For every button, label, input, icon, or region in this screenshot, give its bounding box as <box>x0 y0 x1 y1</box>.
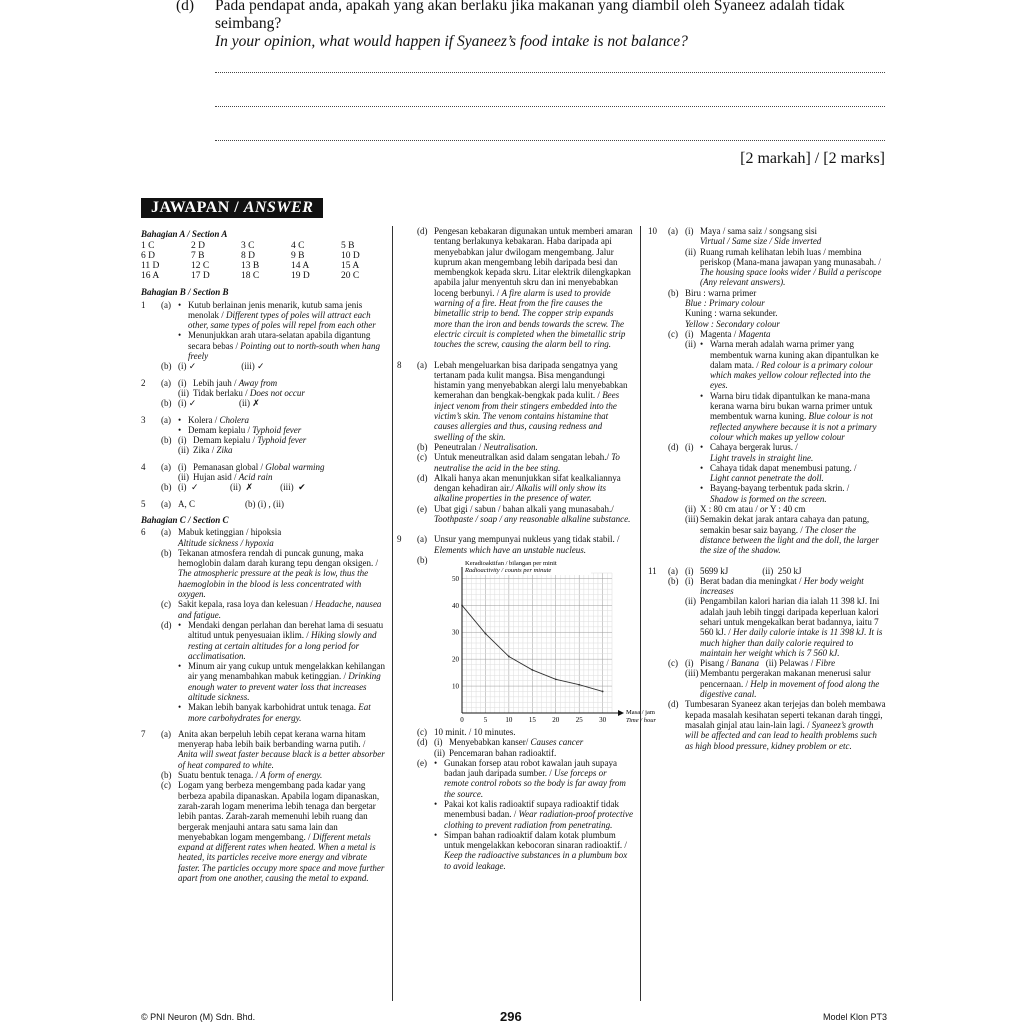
answer-text: Unsur yang mempunyai nukleus yang tidak stabil. / <box>434 534 620 545</box>
answer-column-3 <box>648 226 886 751</box>
mcq-answer: 3 C <box>241 241 255 252</box>
answer-text: Tekanan atmosfera rendah di puncak gunung, maka hemoglobin dalam darah kurang tepu dengan oksigen. / <box>178 547 378 569</box>
answer-text-en: Syaneez’s growth will be affected and can lead to health problems such as high blood pressure, kidney problem or etc. <box>685 719 877 751</box>
marks-label: [2 markah] / [2 marks] <box>740 150 885 167</box>
answer-q3: 3 (a) • Kolera / Cholera • Demam kepialu / Typhoid fever (b) (i) Demam kepialu / Typhoid fever (ii) Zika / Zika <box>141 415 385 456</box>
answer-text-en: Banana <box>731 658 760 669</box>
data-point <box>485 633 487 635</box>
answer-text-en: Pointing out to north-south when hang freely <box>188 340 380 362</box>
answer-text: 10 minit. / 10 minutes. <box>434 726 516 737</box>
answer-text-en: Altitude sickness / hypoxia <box>178 537 274 548</box>
chart-title: Keradioaktifan / bilangan per minit <box>465 559 557 567</box>
answer-text: Mendaki dengan perlahan dan berehat lama di sesuatu altitud untuk penyesuaian iklim. / <box>188 619 384 641</box>
answer-text-en: Typhoid fever <box>252 424 302 435</box>
mcq-answer: 9 B <box>291 251 305 262</box>
answer-header-english: ANSWER <box>243 199 314 216</box>
mcq-answer: 18 C <box>241 271 260 282</box>
answer-text-en: Hiking slowly and resting at certain altitudes for a long period for acclimatisation. <box>188 630 377 661</box>
section-c-title: Bahagian C / Section C <box>141 514 229 525</box>
answer-text: X : 80 cm atau / <box>700 504 758 515</box>
answer-text: Y : 40 cm <box>769 504 806 515</box>
answer-text: Lebih jauh / <box>193 377 237 388</box>
answer-text: Pakai kot kalis radioaktif supaya radioaktif tidak menembusi badan. / <box>444 798 619 820</box>
answer-text-en: Acid rain <box>238 472 273 483</box>
answer-q8: 8 (a) Lebah mengeluarkan bisa daripada sengatnya yang tertanam pada kulit mangsa. Bisa mengandungi histamin yang menyebabkan alergi lalu menyebabkan kemerahan dan bengkak-bengkak pada kulit. / Bees inject venom from their stingers embedded into the victim’s skin. The venom contains histamine that causes allergies and thus, causing redness and swelling of the skin. (b) Peneutralan / Neutralisation. (c) Untuk meneutralkan asid dalam sengatan lebah./ To neutralise the acid in the bee sting. (d) Alkali hanya akan menunjukkan sifat kealkaliannya dengan kehadiran air./ Alkalis will only show its alkaline properties in the presence of water. (e) Ubat gigi / sabun / bahan alkali yang munasabah./ Toothpaste / soap / any reasonable alkaline substance. <box>397 359 631 525</box>
answer-q4: 4 (a) (i) Pemanasan global / Global warming (ii) Hujan asid / Acid rain (b) (i) ✓ (ii) ✗ (iii) ✔ <box>141 461 325 493</box>
mcq-answer: 12 C <box>191 261 210 272</box>
answer-text-en: Does not occur <box>249 387 305 398</box>
answer-text: Menunjukkan arah utara-selatan apabila digantung secara bebas / <box>188 330 371 351</box>
answer-text-en: Her body weight increases <box>700 575 864 597</box>
y-tick-label: 10 <box>452 682 459 691</box>
answer-line <box>215 72 885 73</box>
answer-text-en: Light travels in straight line. <box>710 452 814 463</box>
answer-text-en: Anita will sweat faster because black is a better absorber of heat compared to white. <box>178 749 385 770</box>
x-tick-label: 30 <box>599 715 607 724</box>
question-label: (d) <box>176 0 195 14</box>
mcq-answer: 4 C <box>291 241 305 252</box>
x-tick-label: 15 <box>528 715 536 724</box>
mcq-answer: 1 C <box>141 241 155 252</box>
answer-q10: 10 (a) (i) Maya / sama saiz / songsang sisi Virtual / Same size / Side inverted (ii) Ruang rumah kelihatan lebih luas / membina periskop (Mana-mana jawapan yang munasabah. / The housing space looks wider / Build a periscope (Any relevant answers). (b) Biru : warna primer Blue : Primary colour Kuning : warna sekunder. Yellow : Secondary colour (c) (i) Magenta / Magenta (ii) • Warna merah adalah warna primer yang membentuk warna kuning akan dipantulkan ke dalam mata. / Red colour is a primary colour which makes yellow colour reflected into the eyes. • Warna biru tidak dipantulkan ke mana-mana kerana warna biru bukan warna primer untuk membentuk warna kuning. Blue colour is not reflected anywhere because it is not a primary colour which makes up yellow colour (d) (i) • Cahaya bergerak lurus. / Light travels in straight line. • Cahaya tidak dapat menembusi patung. / Light cannot penetrate the doll. • Bayang-bayang terbentuk pada skrin. / Shadow is formed on the screen. (ii) X : 80 cm atau / or Y : 40 cm (iii) Semakin dekat jarak antara cahaya dan patung, semakin besar saiz bayang. / The closer the distance between the light and the doll, the larger the size of the shadow. <box>648 226 886 556</box>
data-point <box>578 684 580 686</box>
answer-q7: 7 (a) Anita akan berpeluh lebih cepat kerana warna hitam menyerap haba lebih baik berbanding warna putih. / Anita will sweat faster because black is a better absorber of heat compared to white. (b) Suatu bentuk tenaga. / A form of energy. (c) Logam yang berbeza mengembang pada kadar yang berbeza apabila dipanaskan. Apabila logam dipanaskan, zarah-zarah logam menerima lebih tenaga dan bergetar lebih pantas. Zarah-zarah memenuhi lebih ruang dan bergerak menjauhi antara satu sama lain dan menyebabkan logam mengembang. / Different metals expand at different rates when heated. When a metal is heated, its particles receive more energy and vibrate faster. The particles occupy more space and move further apart from one another, causing the metal to expand. <box>141 728 385 884</box>
answer-text-en: Causes cancer <box>530 737 584 748</box>
mcq-answer: 14 A <box>291 261 310 272</box>
y-tick-label: 50 <box>452 574 459 583</box>
answer-text: 5699 kJ <box>700 565 729 576</box>
answer-text-en: Fibre <box>815 658 836 669</box>
answer-text: Warna merah adalah warna primer yang membentuk warna kuning akan dipantulkan ke dalam mata. / <box>710 339 879 370</box>
mcq-answer: 7 B <box>191 251 205 262</box>
answer-text: Berat badan dia meningkat / <box>700 575 802 586</box>
answer-text-en: The closer the distance between the light and the doll, the larger the size of the shadow. <box>700 524 879 556</box>
answer-text-en: Magenta <box>738 328 771 339</box>
answer-text-en: Drinking enough water to prevent water loss that increases altitude sickness. <box>188 671 381 702</box>
mcq-answer: 15 A <box>341 261 360 272</box>
answer-text-en: To neutralise the acid in the bee sting. <box>434 452 620 473</box>
answer-text: Sakit kepala, rasa loya dan kelesuan / <box>178 599 313 610</box>
answer-text: Pelawas / <box>779 658 814 669</box>
mcq-answer-grid <box>141 241 385 281</box>
answer-q2: 2 (a) (i) Lebih jauh / Away from (ii) Tidak berlaku / Does not occur (b) (i) ✓ (ii) ✗ <box>141 377 305 409</box>
answer-text-en: Different metals expand at different rates when heated. When a metal is heated, its particles receive more energy and vibrate faster. The particles occupy more space and move further apart from one another, causing the metal to expand. <box>178 831 385 884</box>
answer-text-en: Bees inject venom from their stingers embedded into the victim’s skin. The venom contains histamine that causes allergies and thus, causing redness and swelling of the skin. <box>434 390 620 442</box>
answer-text-en: Wear radiation-proof protective clothing to prevent radiation from penetrating. <box>444 809 633 830</box>
answer-text: Pengambilan kalori harian dia ialah 11 398 kJ. Ini adalah jauh lebih tinggi daripada keperluan kalori sehari untuk mengekalkan berat badannya, iaitu 7 560 kJ. / <box>700 596 880 638</box>
answer-text: Cahaya tidak dapat menembusi patung. / <box>710 462 857 473</box>
answer-q5: 5 (a) A, C (b) (i) , (ii) <box>141 498 284 509</box>
mcq-answer: 5 B <box>341 241 355 252</box>
answer-text-en: Blue : Primary colour <box>685 298 765 309</box>
answer-text: Magenta / <box>700 328 737 339</box>
answer-text: Gunakan forsep atau robot kawalan jauh supaya badan jauh daripada sumber. / <box>444 757 617 779</box>
answer-text: Menyebabkan kanser/ <box>449 737 529 748</box>
answer-text: Bayang-bayang terbentuk pada skrin. / <box>710 483 850 494</box>
answer-text: Cahaya bergerak lurus. / <box>710 442 798 453</box>
answer-text-en: Shadow is formed on the screen. <box>710 493 827 504</box>
footer-book-title: Model Klon PT3 <box>822 1012 887 1022</box>
answer-column-2 <box>397 226 656 871</box>
answer-text-en: Blue colour is not reflected anywhere because it is not a primary colour which makes up yellow colour <box>710 411 877 442</box>
answer-text: Semakin dekat jarak antara cahaya dan patung, semakin besar saiz bayang. / <box>700 514 870 535</box>
answer-text: (b) (i) , (ii) <box>245 498 284 509</box>
mcq-answer: 13 B <box>241 261 260 272</box>
answer-text-en: Away from <box>238 377 278 388</box>
answer-text: Untuk meneutralkan asid dalam sengatan lebah./ <box>434 452 609 463</box>
answer-text-en: Yellow : Secondary colour <box>685 318 780 329</box>
answer-text: Demam kepialu / <box>188 424 250 435</box>
answer-text-en: Typhoid fever <box>257 435 307 446</box>
answer-text-en: Alkalis will only show its alkaline properties in the presence of water. <box>434 483 606 504</box>
answer-text: Zika / <box>193 445 215 456</box>
x-tick-label: 20 <box>552 715 560 724</box>
answer-text: Logam yang berbeza mengembang pada kadar yang berbeza apabila dipanaskan. Apabila logam dipanaskan, zarah-zarah logam menerima lebih tenaga dan bergetar lebih pantas. Zarah-zarah memenuhi lebih ruang dan bergerak menjauhi antara satu sama lain dan menyebabkan logam mengembang. / <box>178 780 380 842</box>
answer-text-en: Keep the radioactive substances in a plumbum box to avoid leakage. <box>444 850 628 871</box>
answer-text: Maya / sama saiz / songsang sisi <box>700 226 817 236</box>
answer-text-en: Her daily calorie intake is 11 398 kJ. It is much higher than daily calorie required to maintain her weight which is 7 560 kJ. <box>700 627 883 658</box>
answer-text: Kolera / <box>188 414 218 425</box>
answer-text-en: Global warming <box>265 461 325 472</box>
mcq-answer: 16 A <box>141 271 160 282</box>
mcq-answer: 2 D <box>191 241 205 252</box>
answer-text: (i) ✓ (ii) ✗ (iii) ✔ <box>178 482 306 493</box>
section-b-title: Bahagian B / Section B <box>141 287 229 298</box>
answer-text: Alkali hanya akan menunjukkan sifat kealkaliannya dengan kehadiran air./ <box>434 472 621 494</box>
mcq-answer: 6 D <box>141 251 155 262</box>
answer-text: Simpan bahan radioaktif dalam kotak plumbum untuk mengelakkan kebocoran sinaran radioaktif. / <box>444 829 627 851</box>
answer-text: Minum air yang cukup untuk mengelakkan kehilangan air yang menambahkan mabuk ketinggian. / <box>188 661 385 682</box>
answer-text-en: Neutralisation. <box>483 441 538 452</box>
answer-text-en: A fire alarm is used to provide warning of a fire. Heat from the fire causes the bimetallic strip to bend. The copper strip expands more than the iron and bends towards the screw. The electric circuit is completed when the bimetallic strip touches the screw, causing the alarm bell to ring. <box>434 287 626 350</box>
x-tick-label: 10 <box>505 715 513 724</box>
answer-q1: 1 (a) • Kutub berlainan jenis menarik, kutub sama jenis menolak / Different types of poles will attract each other, same types of poles will repel from each other • Menunjukkan arah utara-selatan apabila digantung secara bebas / Pointing out to north-south when hang freely (b) (i) ✓ (iii) ✓ <box>141 300 385 372</box>
answer-text-en: Use forceps or remote control robots so the body is far away from the source. <box>444 768 626 799</box>
answer-text: (i) ✓ (iii) ✓ <box>178 361 265 372</box>
x-tick-label: 5 <box>483 715 488 724</box>
section-a-title: Bahagian A / Section A <box>141 229 228 239</box>
answer-text: Pencemaran bahan radioaktif. <box>449 747 557 758</box>
answer-text-en: Eat more carbohydrates for energy. <box>188 702 371 723</box>
page-number: 296 <box>500 1009 522 1024</box>
answer-text: Mabuk ketinggian / hipoksia <box>178 527 282 538</box>
answer-text-en: Cholera <box>219 414 250 425</box>
answer-text: Ubat gigi / sabun / bahan alkali yang munasabah./ <box>434 503 614 514</box>
answer-q7d: (d) Pengesan kebakaran digunakan untuk memberi amaran tentang berlakunya kebakaran. Haba daripada api menyebabkan jalur dwilogam mengembang. Jalur kuprum akan mengembang lebih daripada besi dan membengkok kepada skru. Litar elektrik dilengkapkan apabila jalur menyentuh skru dan ini menyebabkan loceng berbunyi. / A fire alarm is used to provide warning of a fire. Heat from the fire causes the bimetallic strip to bend. The copper strip expands more than the iron and bends towards the screw. The electric circuit is completed when the bimetallic strip touches the screw, causing the alarm bell to ring. <box>417 226 633 350</box>
answer-line <box>215 140 885 141</box>
answer-text-en: or <box>760 504 769 515</box>
answer-text-en: Red colour is a primary colour which makes yellow colour reflected into the eyes. <box>710 359 873 391</box>
mcq-answer: 11 D <box>141 261 160 272</box>
answer-header <box>141 198 323 218</box>
answer-text: 250 kJ <box>777 565 802 576</box>
data-point <box>508 655 510 657</box>
data-point <box>461 604 463 606</box>
answer-text: Membantu pergerakan makanan menerusi salur pencernaan. / <box>700 668 871 689</box>
answer-text-en: Help in movement of food along the digestive canal. <box>700 678 880 700</box>
answer-text: Kutub berlainan jenis menarik, kutub sama jenis menolak / <box>188 299 363 320</box>
answer-text-en: The atmospheric pressure at the peak is low, thus the haemoglobin in the blood is less concentrated with oxygen. <box>178 568 369 600</box>
answer-text-en: Headache, nausea and fatigue. <box>178 599 382 620</box>
question-text-malay: Pada pendapat anda, apakah yang akan berlaku jika makanan yang diambil oleh Syaneez adalah tidak seimbang? <box>215 0 845 32</box>
answer-line <box>215 106 885 107</box>
mcq-answer: 8 D <box>241 251 255 262</box>
answer-q9: 9 (a) Unsur yang mempunyai nukleus yang tidak stabil. / Elements which have an unstable nucleus. (b) 0 5 10 15 20 25 30 10 20 30 40 50 Keradioaktifan / bilangan per minit Radioactivity / counts per minute Masa / jam Time / hour (c) 10 minit. / 10 minutes. (d) (i) Menyebabkan kanser/ Causes cancer (ii) Pencemaran bahan radioaktif. (e) • Gunakan forsep atau robot kawalan jauh supaya badan jauh daripada sumber. / Use forceps or remote control robots so the body is far away from the source. • Pakai kot kalis radioaktif supaya radioaktif tidak menembusi badan. / Wear radiation-proof protective clothing to prevent radiation from penetrating. • Simpan bahan radioaktif dalam kotak plumbum untuk mengelakkan kebocoran sinaran radioaktif. / Keep the radioactive substances in a plumbum box to avoid leakage. <box>397 534 633 871</box>
answer-text: Anita akan berpeluh lebih cepat kerana warna hitam menyerap haba lebih baik berbanding warna putih. / <box>178 728 366 750</box>
answer-text: (i) ✓ (ii) ✗ <box>178 398 260 409</box>
mcq-answer: 17 D <box>191 271 210 282</box>
y-tick-label: 20 <box>452 655 459 664</box>
answer-text: Warna biru tidak dipantulkan ke mana-mana kerana warna biru bukan warna primer untuk membentuk warna kuning. <box>710 390 873 422</box>
radioactive-decay-chart <box>430 557 656 727</box>
data-point <box>555 678 557 680</box>
answer-text: Ruang rumah kelihatan lebih luas / membina periskop (Mana-mana jawapan yang munasabah. / <box>700 246 881 267</box>
answer-text-en: Different types of poles will attract each other, same types of poles will repel from each other <box>188 309 376 331</box>
question-text-english: In your opinion, what would happen if Syaneez’s food intake is not balance? <box>215 33 688 50</box>
x-axis-label: Masa / jam <box>626 708 655 716</box>
answer-text: Makan lebih banyak karbohidrat untuk tenaga. <box>188 702 356 713</box>
chart-subtitle: Radioactivity / counts per minute <box>465 566 552 574</box>
answer-text: Kuning : warna sekunder. <box>685 308 778 319</box>
answer-text-en: A form of energy. <box>260 770 323 781</box>
mcq-answer: 20 C <box>341 271 360 282</box>
answer-column-1 <box>141 226 385 883</box>
answer-text-en: Virtual / Same size / Side inverted <box>700 236 822 247</box>
answer-text: Lebah mengeluarkan bisa daripada sengatnya yang tertanam pada kulit mangsa. Bisa mengandungi histamin yang menyebabkan alergi lalu menyebabkan kemerahan dan bengkak-bengkak pada kulit. / <box>434 359 628 401</box>
answer-text: Pengesan kebakaran digunakan untuk memberi amaran tentang berlakunya kebakaran. Haba daripada api menyebabkan jalur dwilogam mengembang. Jalur kuprum akan mengembang lebih daripada besi dan membengkok kepada skru. Litar elektrik dilengkapkan apabila jalur menyentuh skru dan ini menyebabkan loceng berbunyi. / <box>434 226 633 298</box>
answer-text: Tidak berlaku / <box>193 387 248 398</box>
answer-text: Pisang / <box>700 658 729 669</box>
mcq-answer: 19 D <box>291 271 310 282</box>
answer-text: Biru : warna primer <box>685 287 757 298</box>
x-tick-label: 25 <box>575 715 583 724</box>
answer-text-en: Zika <box>216 445 233 456</box>
answer-text: Pemanasan global / <box>193 461 263 472</box>
answer-text: Peneutralan / <box>434 441 482 452</box>
mcq-answer: 10 D <box>341 251 360 262</box>
answer-q6: 6 (a) Mabuk ketinggian / hipoksia Altitude sickness / hypoxia (b) Tekanan atmosfera rendah di puncak gunung, maka hemoglobin dalam darah kurang tepu dengan oksigen. / The atmospheric pressure at the peak is low, thus the haemoglobin in the blood is less concentrated with oxygen. (c) Sakit kepala, rasa loya dan kelesuan / Headache, nausea and fatigue. (d) • Mendaki dengan perlahan dan berehat lama di sesuatu altitud untuk penyesuaian iklim. / Hiking slowly and resting at certain altitudes for a long period for acclimatisation. • Minum air yang cukup untuk mengelakkan kehilangan air yang menambahkan mabuk ketinggian. / Drinking enough water to prevent water loss that increases altitude sickness. • Makan lebih banyak karbohidrat untuk tenaga. Eat more carbohydrates for energy. <box>141 527 385 723</box>
answer-header-malay: JAWAPAN / <box>151 199 240 216</box>
y-tick-label: 30 <box>452 628 459 637</box>
x-tick-label: 0 <box>460 715 464 724</box>
answer-text: A, C <box>178 498 196 509</box>
answer-text-en: The housing space looks wider / Build a periscope (Any relevant answers). <box>700 267 882 288</box>
answer-text-en: Toothpaste / soap / any reasonable alkaline substance. <box>434 514 631 525</box>
column-divider <box>392 226 393 1001</box>
data-point <box>602 690 604 692</box>
answer-text-en: Elements which have an unstable nucleus. <box>434 544 586 555</box>
answer-text: Suatu bentuk tenaga. / <box>178 770 258 781</box>
answer-text: Tumbesaran Syaneez akan terjejas dan boleh membawa kepada masalah kesihatan seperti tekanan darah tinggi, masalah ginjal atau lain-lain lagi. / <box>685 699 886 730</box>
answer-text-en: Light cannot penetrate the doll. <box>710 473 824 484</box>
data-point <box>531 669 533 671</box>
answer-text: Demam kepialu / <box>193 435 255 446</box>
answer-text: Hujan asid / <box>193 472 237 483</box>
x-axis-arrow <box>618 710 624 716</box>
answer-q11: 11 (a) (i) 5699 kJ (ii) 250 kJ (b) (i) Berat badan dia meningkat / Her body weight increases (ii) Pengambilan kalori harian dia ialah 11 398 kJ. Ini adalah jauh lebih tinggi daripada keperluan kalori sehari untuk mengekalkan berat badannya, iaitu 7 560 kJ. / Her daily calorie intake is 11 398 kJ. It is much higher than daily calorie required to maintain her weight which is 7 560 kJ. (c) (i) Pisang / Banana (ii) Pelawas / Fibre (iii) Membantu pergerakan makanan menerusi salur pencernaan. / Help in movement of food along the digestive canal. (d) Tumbesaran Syaneez akan terjejas dan boleh membawa kepada masalah kesihatan seperti tekanan darah tinggi, masalah ginjal atau lain-lain lagi. / Syaneez’s growth will be affected and can lead to health problems such as high blood pressure, kidney problem or etc. <box>648 565 886 751</box>
footer-copyright: © PNI Neuron (M) Sdn. Bhd. <box>141 1012 256 1022</box>
y-tick-label: 40 <box>452 601 459 610</box>
x-axis-label-en: Time / hour <box>626 716 656 724</box>
